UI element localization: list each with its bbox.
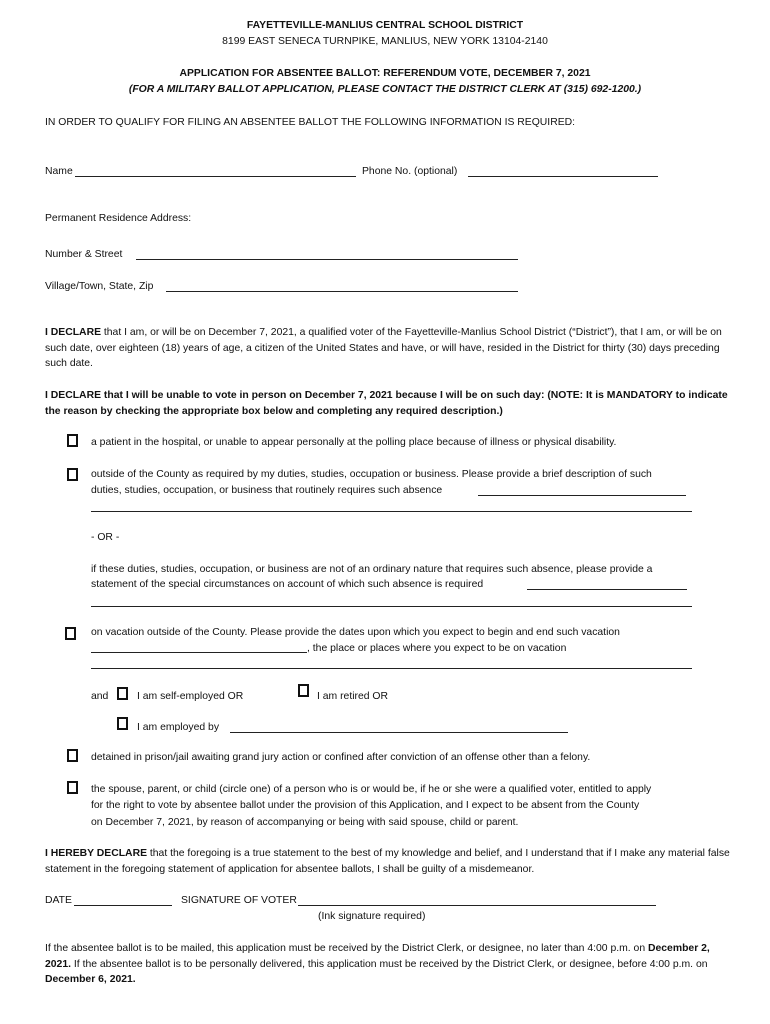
phone-label: Phone No. (optional) <box>362 166 458 177</box>
duties-field-2[interactable] <box>91 511 692 512</box>
phone-field[interactable] <box>468 176 658 177</box>
hereby-text: that the foregoing is a true statement to the best of my knowledge and belief, and I understand that if I make any material false statement in the foregoing statement of application for absentee ballots, I shall be guilty of a misdemeanor. <box>45 848 730 875</box>
village-field[interactable] <box>166 291 518 292</box>
special-text-1: if these duties, studies, occupation, or business are not of an ordinary nature that requires such absence, please provide a <box>91 564 653 575</box>
outside-county-checkbox[interactable] <box>67 468 78 481</box>
footer-instructions <box>45 941 730 988</box>
employed-label: I am employed by <box>137 722 220 733</box>
and-label: and <box>91 691 109 702</box>
hereby-bold: I HEREBY DECLARE <box>45 848 147 859</box>
declare-text: that I am, or will be on December 7, 2021, a qualified voter of the Fayetteville-Manlius School District (“District”), that I am, or will be on such date, over eighteen (18) years of age, a citizen of the United States and have, or will have, resided in the District for thirty (30) days preceding such date. <box>45 327 722 369</box>
special-field[interactable] <box>527 589 687 590</box>
declare-bold: I DECLARE <box>45 327 101 338</box>
date-label: DATE <box>45 895 72 906</box>
spouse-text-2: for the right to vote by absentee ballot under the provision of this Application, and I expect to be absent from the County <box>91 800 640 811</box>
name-label: Name <box>45 166 73 177</box>
vacation-text-1: on vacation outside of the County. Please provide the dates upon which you expect to begin and end such vacation <box>91 627 620 638</box>
signature-field[interactable] <box>298 905 656 906</box>
spouse-text-1: the spouse, parent, or child (circle one) of a person who is or would be, if he or she were a qualified voter, entitled to apply <box>91 784 652 795</box>
outside-county-text-1: outside of the County as required by my duties, studies, occupation or business. Please provide a brief description of such <box>91 469 652 480</box>
form-title: APPLICATION FOR ABSENTEE BALLOT: REFERENDUM VOTE, DECEMBER 7, 2021 <box>179 68 591 79</box>
special-text-2: statement of the special circumstances on account of which such absence is required <box>91 579 484 590</box>
footer-text-1: If the absentee ballot is to be mailed, this application must be received by the District Clerk, or designee, no later than 4:00 p.m. on <box>45 943 648 954</box>
detained-checkbox[interactable] <box>67 749 78 762</box>
spouse-checkbox[interactable] <box>67 781 78 794</box>
self-employed-checkbox[interactable] <box>117 687 128 700</box>
illness-option-text: a patient in the hospital, or unable to appear personally at the polling place because of illness or physical disability. <box>91 437 617 448</box>
mail-deadline: December 2, 2021. <box>45 943 710 970</box>
village-label: Village/Town, State, Zip <box>45 281 154 292</box>
employer-field[interactable] <box>230 732 568 733</box>
spouse-text-3: on December 7, 2021, by reason of accompanying or being with said spouse, child or parent. <box>91 817 519 828</box>
residence-label: Permanent Residence Address: <box>45 213 192 224</box>
duties-field[interactable] <box>478 495 686 496</box>
declaration-qualified-voter <box>45 325 730 372</box>
retired-checkbox[interactable] <box>298 684 309 697</box>
self-employed-label: I am self-employed OR <box>137 691 244 702</box>
or-separator: - OR - <box>91 532 120 543</box>
street-label: Number & Street <box>45 249 123 260</box>
hereby-declaration <box>45 846 730 877</box>
illness-checkbox[interactable] <box>67 434 78 447</box>
name-field[interactable] <box>75 176 356 177</box>
signature-label: SIGNATURE OF VOTER <box>181 895 297 906</box>
ink-note: (Ink signature required) <box>318 911 426 922</box>
intro-text: IN ORDER TO QUALIFY FOR FILING AN ABSENTEE BALLOT THE FOLLOWING INFORMATION IS REQUIRED: <box>45 117 576 128</box>
special-field-2[interactable] <box>91 606 692 607</box>
district-name: FAYETTEVILLE-MANLIUS CENTRAL SCHOOL DISTRICT <box>246 20 524 31</box>
district-address: 8199 EAST SENECA TURNPIKE, MANLIUS, NEW YORK 13104-2140 <box>222 36 548 47</box>
delivery-deadline: December 6, 2021. <box>45 974 136 985</box>
footer-text-2: If the absentee ballot is to be personally delivered, this application must be received by the District Clerk, or designee, before 4:00 p.m. on <box>71 958 708 970</box>
retired-label: I am retired OR <box>317 691 389 702</box>
declaration-unable: I DECLARE that I will be unable to vote in person on December 7, 2021 because I will be on such day: (NOTE: It is MANDATORY to indicate the reason by checking the appropriate box below and completing any required description.) <box>45 390 728 417</box>
detained-text: detained in prison/jail awaiting grand jury action or confined after conviction of an offense other than a felony. <box>91 752 591 763</box>
vacation-checkbox[interactable] <box>65 627 76 640</box>
date-field[interactable] <box>74 905 172 906</box>
form-subtitle: (FOR A MILITARY BALLOT APPLICATION, PLEASE CONTACT THE DISTRICT CLERK AT (315) 692-1200.) <box>128 84 642 95</box>
outside-county-text-2: duties, studies, occupation, or business that routinely requires such absence <box>91 485 443 496</box>
vacation-text-2: , the place or places where you expect to be on vacation <box>307 643 567 654</box>
vacation-place-field[interactable] <box>91 668 692 669</box>
street-field[interactable] <box>136 259 518 260</box>
vacation-dates-field[interactable] <box>91 652 307 653</box>
employed-checkbox[interactable] <box>117 717 128 730</box>
